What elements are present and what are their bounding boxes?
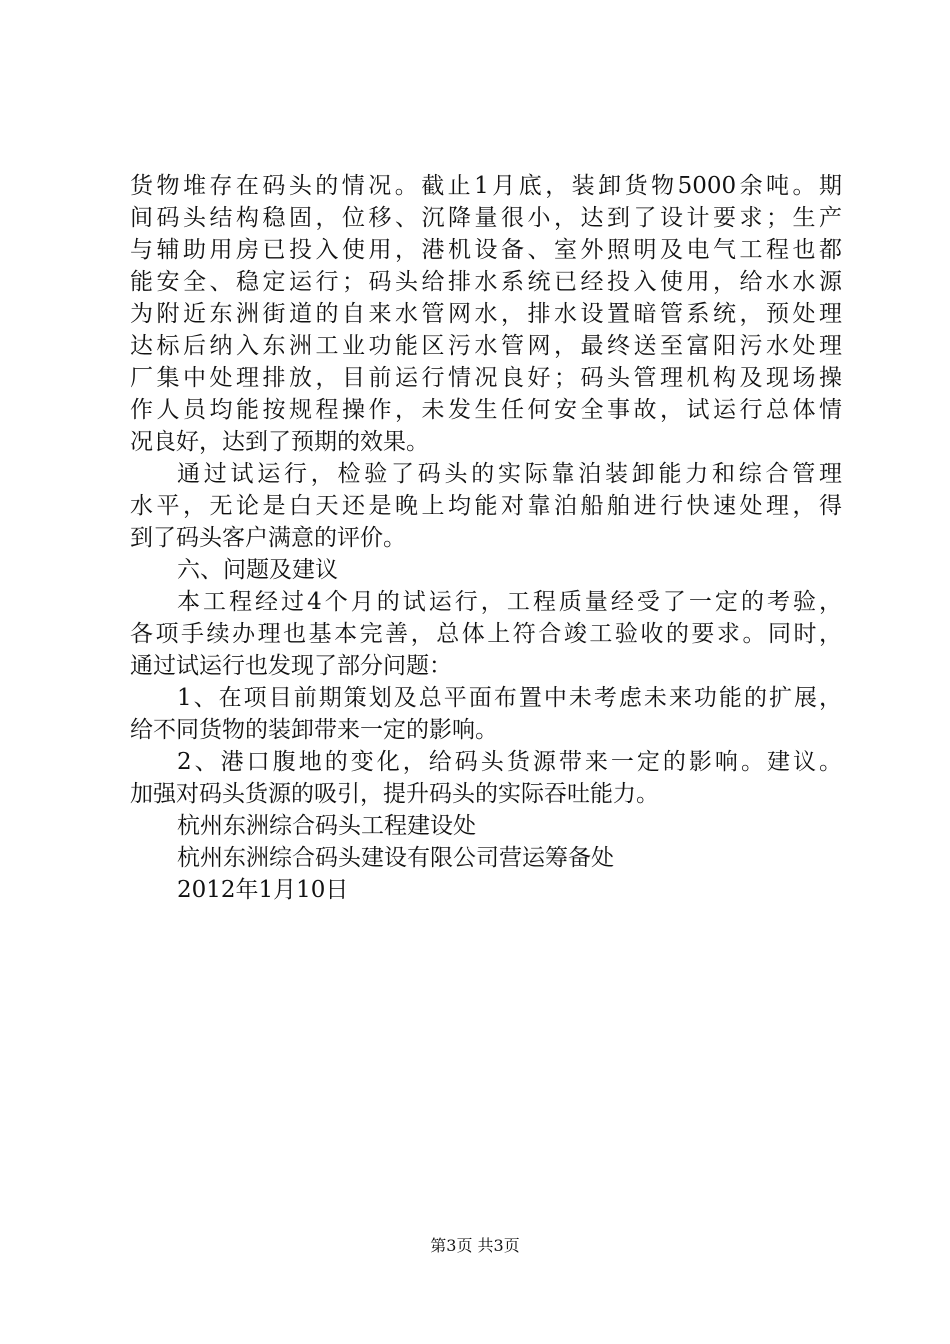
paragraph-line: 加强对码头货源的吸引，提升码头的实际吞吐能力。 — [130, 781, 659, 807]
paragraph-line: 到了码头客户满意的评价。 — [130, 525, 406, 551]
paragraph-line: 杭州东洲综合码头工程建设处 — [177, 813, 476, 839]
paragraph-line: 通过试运行也发现了部分问题： — [130, 653, 452, 679]
paragraph-line: 六、问题及建议 — [177, 557, 338, 583]
paragraph-line: 间码头结构稳固，位移、沉降量很小，达到了设计要求；生产 — [130, 205, 842, 231]
paragraph-line: 货物堆存在码头的情况。截止1月底，装卸货物5000余吨。期 — [130, 173, 842, 199]
paragraph-line: 厂集中处理排放，目前运行情况良好；码头管理机构及现场操 — [130, 365, 842, 391]
paragraph-line: 能安全、稳定运行；码头给排水系统已经投入使用，给水水源 — [130, 269, 842, 295]
paragraph-line: 本工程经过4个月的试运行，工程质量经受了一定的考验， — [177, 589, 842, 615]
document-body — [130, 170, 842, 906]
paragraph-line: 2、港口腹地的变化，给码头货源带来一定的影响。建议。 — [177, 749, 842, 775]
paragraph-line: 作人员均能按规程操作，未发生任何安全事故，试运行总体情 — [130, 397, 842, 423]
paragraph-line: 达标后纳入东洲工业功能区污水管网，最终送至富阳污水处理 — [130, 333, 842, 359]
paragraph-line: 1、在项目前期策划及总平面布置中未考虑未来功能的扩展， — [177, 685, 842, 711]
paragraph-line: 各项手续办理也基本完善，总体上符合竣工验收的要求。同时， — [130, 621, 842, 647]
paragraph-line: 与辅助用房已投入使用，港机设备、室外照明及电气工程也都 — [130, 237, 842, 263]
paragraph-line: 为附近东洲街道的自来水管网水，排水设置暗管系统，预处理 — [130, 301, 842, 327]
paragraph-line: 水平，无论是白天还是晚上均能对靠泊船舶进行快速处理，得 — [130, 493, 842, 519]
paragraph-line: 通过试运行，检验了码头的实际靠泊装卸能力和综合管理 — [177, 461, 842, 487]
paragraph-line: 况良好，达到了预期的效果。 — [130, 429, 429, 455]
paragraph-line: 2012年1月10日 — [177, 877, 349, 903]
page-footer: 第3页 共3页 — [430, 1236, 520, 1255]
paragraph-line: 杭州东洲综合码头建设有限公司营运筹备处 — [177, 845, 614, 871]
paragraph-line: 给不同货物的装卸带来一定的影响。 — [130, 717, 498, 743]
